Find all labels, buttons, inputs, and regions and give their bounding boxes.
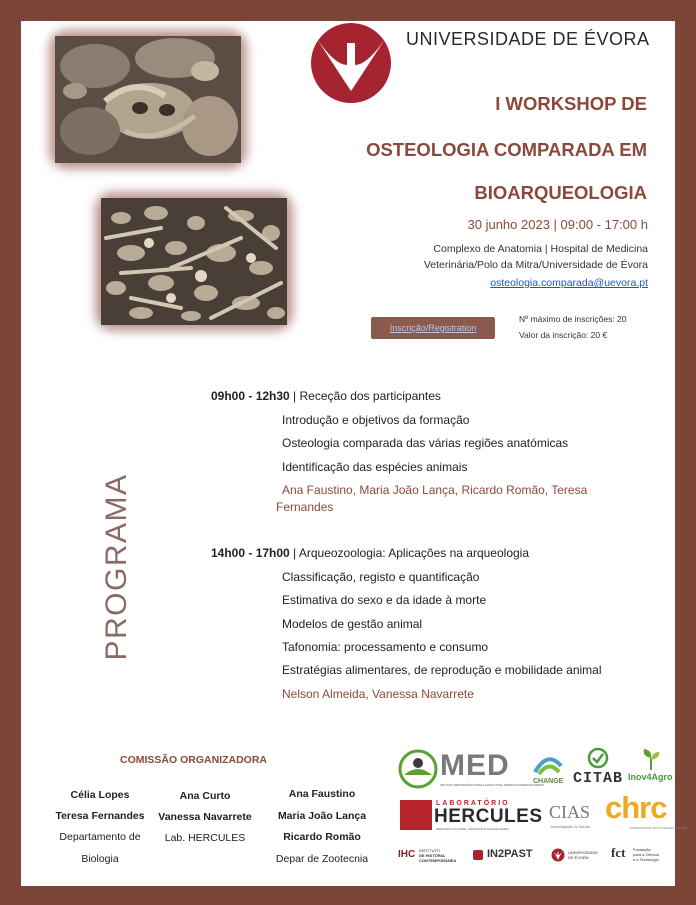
citab-icon bbox=[587, 748, 609, 768]
contact-email-link[interactable]: osteologia.comparada@uevora.pt bbox=[490, 277, 648, 289]
university-logo-icon bbox=[307, 21, 395, 105]
hercules-logo bbox=[400, 800, 543, 832]
committee-member: Célia Lopes bbox=[70, 789, 130, 801]
cias-logo bbox=[549, 802, 599, 832]
uevora-small-logo bbox=[551, 847, 611, 863]
committee-affiliation: Biologia bbox=[81, 853, 119, 865]
inov4agro-sprout-icon bbox=[640, 748, 662, 770]
fct-logo bbox=[611, 845, 673, 865]
session-1-speakers-line-1: Ana Faustino, Maria João Lança, Ricardo Romão, Teresa bbox=[282, 483, 588, 497]
med-subtitle: INSTITUTO MEDITERRÂNICO PARA A AGRICULTURA, AMBIENTE E DESENVOLVIMENTO bbox=[440, 784, 545, 787]
registration-fee: Valor da inscrição: 20 € bbox=[519, 330, 608, 340]
chrc-subtitle: COMPREHENSIVE HEALTH RESEARCH CENTRE bbox=[629, 827, 687, 830]
session-1-title: Receção dos participantes bbox=[299, 389, 441, 403]
session-2-item: Tafonomia: processamento e consumo bbox=[282, 640, 489, 654]
uevora-small-icon bbox=[551, 848, 565, 862]
session-1-separator: | bbox=[289, 389, 300, 403]
in2past-icon bbox=[472, 849, 484, 861]
session-2-title: Arqueozoologia: Aplicações na arqueologia bbox=[298, 546, 530, 560]
committee-member: Vanessa Navarrete bbox=[158, 811, 252, 823]
committee-member: Ana Faustino bbox=[288, 788, 356, 800]
session-2-item: Estratégias alimentares, de reprodução e mobilidade animal bbox=[282, 663, 602, 677]
fct-line-3: e a Tecnologia bbox=[633, 857, 659, 862]
committee-affiliation: Departamento de bbox=[59, 831, 141, 843]
poster bbox=[21, 21, 687, 886]
ihc-line-1: INSTITUTO bbox=[419, 848, 441, 853]
session-1-time: 09h00 - 12h30 bbox=[211, 389, 290, 403]
title-line-2: OSTEOLOGIA COMPARADA EM bbox=[366, 139, 647, 160]
citab-logo bbox=[571, 748, 623, 790]
committee-affiliation: Lab. HERCULES bbox=[164, 832, 246, 844]
inov4agro-name: Inov4Agro bbox=[628, 772, 673, 782]
session-2-item: Estimativa do sexo e da idade à morte bbox=[282, 593, 487, 607]
venue-line-2: Veterinária/Polo da Mitra/Universidade de Évora bbox=[423, 259, 648, 271]
change-name: CHANGE bbox=[533, 778, 564, 785]
session-2-speakers: Nelson Almeida, Vanessa Navarrete bbox=[282, 687, 474, 701]
hercules-top: LABORATÓRIO bbox=[436, 800, 510, 807]
uevora-small-line-1: UNIVERSIDADE bbox=[568, 850, 599, 855]
in2past-logo bbox=[472, 847, 544, 863]
hercules-subtitle: HERANÇA CULTURAL, ESTUDOS E SALVAGUARDA bbox=[436, 827, 509, 831]
med-globe-icon bbox=[398, 749, 438, 789]
change-leaf-icon bbox=[531, 754, 565, 776]
max-registrations: Nº máximo de inscrições: 20 bbox=[519, 314, 627, 324]
cias-name: CIAS bbox=[549, 802, 591, 822]
program-side-title: PROGRAMA bbox=[100, 473, 133, 661]
uevora-small-line-2: DE ÉVORA bbox=[568, 855, 589, 860]
med-logo bbox=[398, 749, 545, 793]
ihc-logo bbox=[398, 847, 464, 865]
committee-affiliation: Depar de Zootecnia bbox=[275, 853, 369, 865]
session-2-header bbox=[211, 546, 529, 560]
skulls-photo bbox=[55, 36, 241, 163]
committee-title: COMISSÃO ORGANIZADORA bbox=[120, 754, 267, 766]
session-1-item: Identificação das espécies animais bbox=[282, 460, 468, 474]
fct-line-2: para a Ciência bbox=[633, 852, 659, 857]
session-2-separator: | bbox=[289, 546, 299, 560]
chrc-logo bbox=[605, 790, 687, 834]
ihc-line-2: DE HISTÓRIA bbox=[419, 853, 445, 858]
hercules-name: HERCULES bbox=[434, 806, 543, 827]
citab-name: CITAB bbox=[573, 770, 624, 787]
med-name: MED bbox=[440, 749, 510, 782]
committee-member: Teresa Fernandes bbox=[55, 810, 145, 822]
event-date-time: 30 junho 2023 | 09:00 - 17:00 h bbox=[467, 217, 648, 232]
committee-member: Ana Curto bbox=[179, 790, 231, 802]
ihc-mark: IHC bbox=[398, 849, 416, 860]
chrc-name: chrc bbox=[605, 790, 667, 825]
change-logo bbox=[531, 754, 565, 790]
session-2-item: Modelos de gestão animal bbox=[282, 617, 423, 631]
venue-line-1: Complexo de Anatomia | Hospital de Medicina bbox=[433, 243, 648, 255]
title-line-1: I WORKSHOP DE bbox=[495, 93, 647, 114]
session-1-speakers-line-2: Fernandes bbox=[276, 500, 334, 514]
university-name: UNIVERSIDADE DE ÉVORA bbox=[406, 29, 650, 49]
fct-name: fct bbox=[611, 845, 626, 860]
title-line-3: BIOARQUEOLOGIA bbox=[474, 182, 647, 203]
bones-photo bbox=[101, 198, 287, 325]
session-1-item: Introdução e objetivos da formação bbox=[282, 413, 470, 427]
session-2-time: 14h00 - 17h00 bbox=[211, 546, 290, 560]
session-1-item: Osteologia comparada das várias regiões anatómicas bbox=[282, 436, 569, 450]
fct-line-1: Fundação bbox=[633, 847, 651, 852]
registration-button[interactable]: Inscrição/Registration bbox=[371, 317, 495, 339]
ihc-line-3: CONTEMPORÂNEA bbox=[419, 858, 457, 863]
committee-member: Ricardo Romão bbox=[283, 831, 361, 843]
in2past-name: IN2PAST bbox=[487, 848, 533, 860]
inov4agro-logo bbox=[628, 748, 674, 790]
hercules-mark bbox=[400, 800, 432, 830]
committee-member: Maria João Lança bbox=[277, 810, 367, 822]
session-1-header bbox=[211, 389, 441, 403]
cias-subtitle: Investigação & Saúde bbox=[551, 824, 590, 829]
session-2-item: Classificação, registo e quantificação bbox=[282, 570, 480, 584]
